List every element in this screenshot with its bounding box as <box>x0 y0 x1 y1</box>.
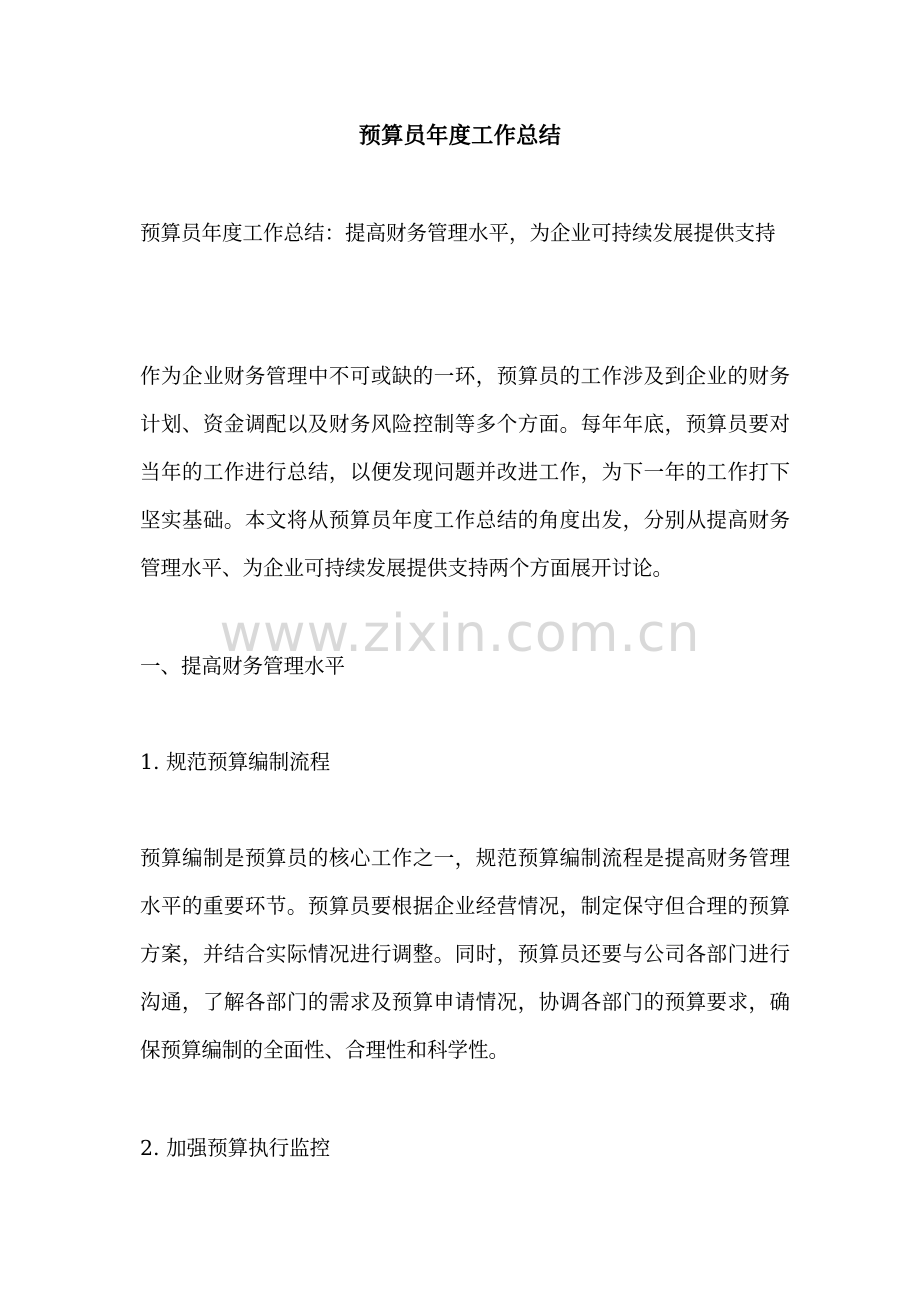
item-heading-2: 2. 加强预算执行监控 <box>140 1136 331 1160</box>
item-1-paragraph: 预算编制是预算员的核心工作之一，规范预算编制流程是提高财务管理水平的重要环节。预算员要根据企业经营情况，制定保守但合理的预算方案，并结合实际情况进行调整。同时，预算员还要与公司各部门进行沟通，了解各部门的需求及预算申请情况，协调各部门的预算要求，确保预算编制的全面性、合理性和科学性。 <box>140 846 790 1062</box>
site-watermark: www.zixin.com.cn <box>219 604 701 664</box>
intro-paragraph: 作为企业财务管理中不可或缺的一环，预算员的工作涉及到企业的财务计划、资金调配以及财务风险控制等多个方面。每年年底，预算员要对当年的工作进行总结，以便发现问题并改进工作，为下一年的工作打下坚实基础。本文将从预算员年度工作总结的角度出发，分别从提高财务管理水平、为企业可持续发展提供支持两个方面展开讨论。 <box>140 364 790 580</box>
document-title: 预算员年度工作总结 <box>358 123 562 149</box>
item-heading-1: 1. 规范预算编制流程 <box>140 750 331 774</box>
document-subtitle: 预算员年度工作总结：提高财务管理水平，为企业可持续发展提供支持 <box>140 221 776 245</box>
section-heading-1: 一、提高财务管理水平 <box>140 654 345 678</box>
